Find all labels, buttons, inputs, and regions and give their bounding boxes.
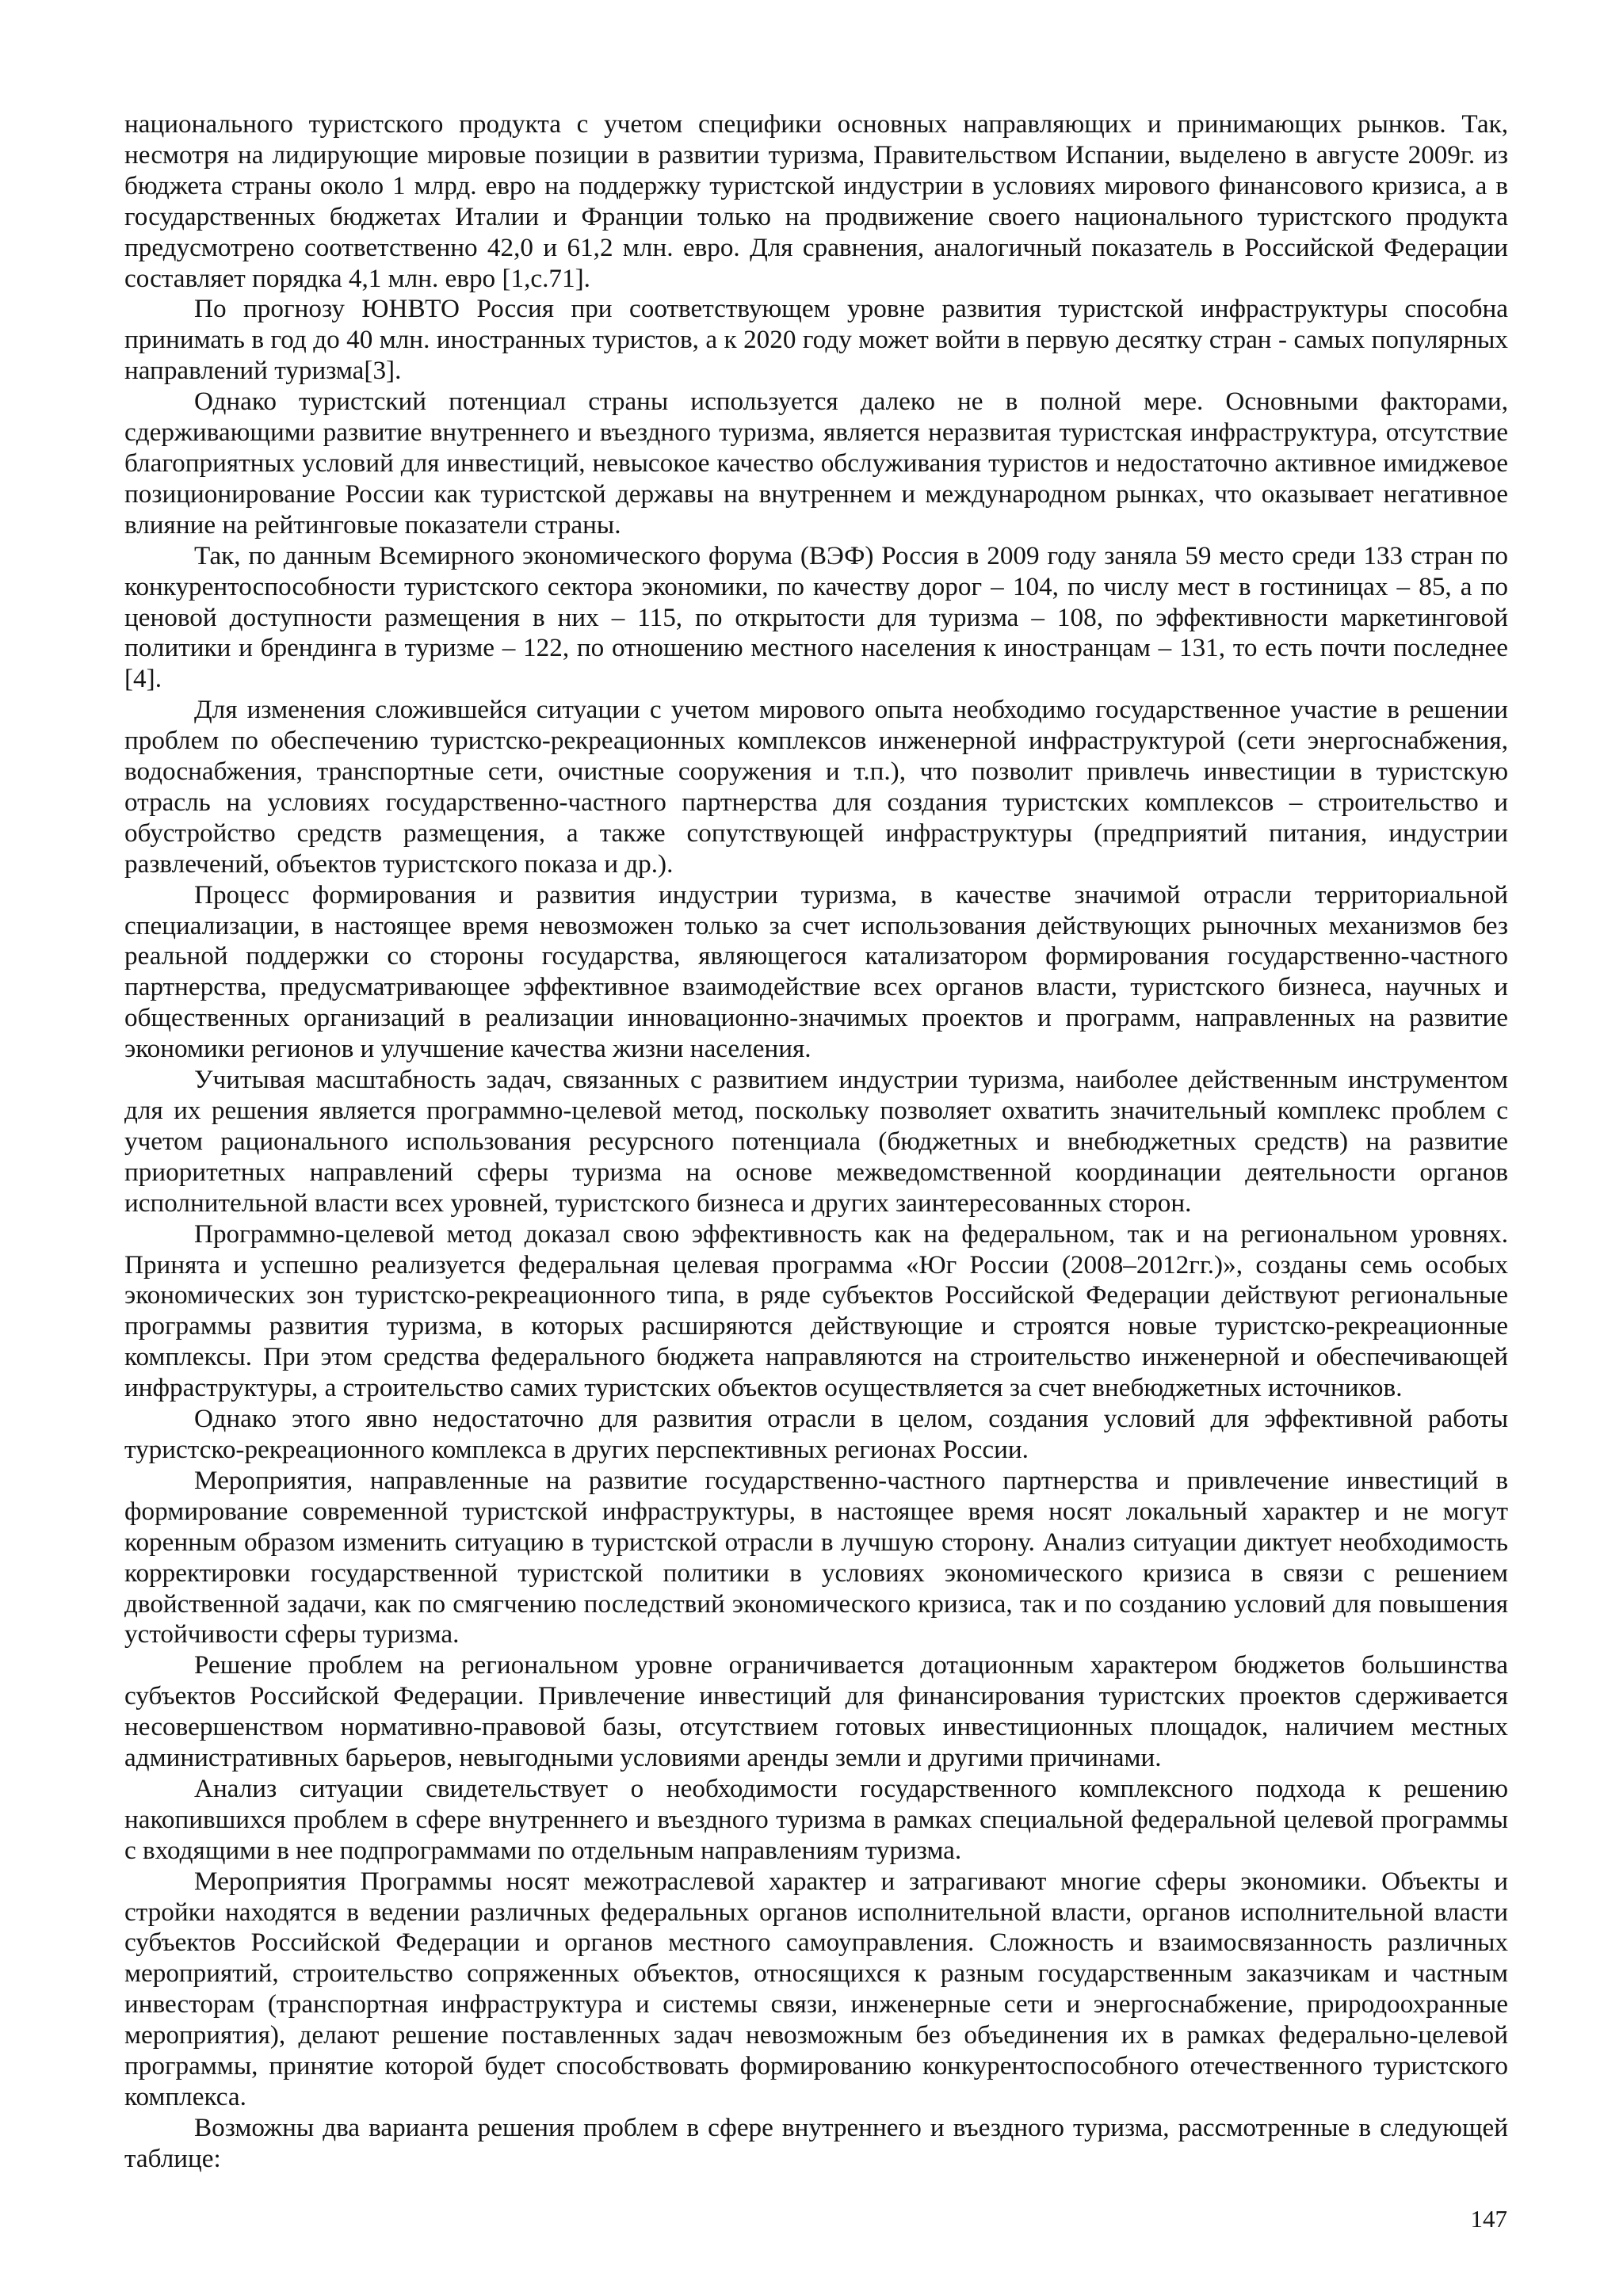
paragraph: Процесс формирования и развития индустрии туризма, в качестве значимой отрасли территориальной специализации, в настоящее время невозможен только за счет использования действующих рыночных механизмов без реальной поддержки со стороны государства, являющегося катализатором формирования государственно-частного партнерства, предусматривающее эффективное взаимодействие всех органов власти, туристского бизнеса, научных и общественных организаций в реализации инновационно-значимых проектов и программ, направленных на развитие экономики регионов и улучшение качества жизни населения. [124,879,1508,1064]
paragraph: Однако этого явно недостаточно для развития отрасли в целом, создания условий для эффективной работы туристско-рекреационного комплекса в других перспективных регионах России. [124,1404,1508,1464]
paragraph: Мероприятия, направленные на развитие государственно-частного партнерства и привлечение инвестиций в формирование современной туристской инфраструктуры, в настоящее время носят локальный характер и не могут коренным образом изменить ситуацию в туристской отрасли в лучшую сторону. Анализ ситуации диктует необходимость корректировки государственной туристской политики в условиях экономического кризиса в связи с решением двойственной задачи, как по смягчению последствий экономического кризиса, так и по созданию условий для повышения устойчивости сферы туризма. [124,1465,1508,1650]
paragraph: Решение проблем на региональном уровне ограничивается дотационным характером бюджетов большинства субъектов Российской Федерации. Привлечение инвестиций для финансирования туристских проектов сдерживается несовершенством нормативно-правовой базы, отсутствием готовых инвестиционных площадок, наличием местных административных барьеров, невыгодными условиями аренды земли и другими причинами. [124,1650,1508,1773]
paragraph: Так, по данным Всемирного экономического форума (ВЭФ) Россия в 2009 году заняла 59 место среди 133 стран по конкурентоспособности туристского сектора экономики, по качеству дорог – 104, по числу мест в гостиницах – 85, а по ценовой доступности размещения в них – 115, по открытости для туризма – 108, по эффективности маркетинговой политики и брендинга в туризме – 122, по отношению местного населения к иностранцам – 131, то есть почти последнее [4]. [124,540,1508,694]
page-number: 147 [1470,2205,1507,2233]
paragraph: Программно-целевой метод доказал свою эффективность как на федеральном, так и на региональном уровнях. Принята и успешно реализуется федеральная целевая программа «Юг России (2008–2012гг.)», созданы семь особых экономических зон туристско-рекреационного типа, в ряде субъектов Российской Федерации действуют региональные программы развития туризма, в которых расширяются действующие и строятся новые туристско-рекреационные комплексы. При этом средства федерального бюджета направляются на строительство инженерной и обеспечивающей инфраструктуры, а строительство самих туристских объектов осуществляется за счет внебюджетных источников. [124,1219,1508,1403]
paragraph: Возможны два варианта решения проблем в сфере внутреннего и въездного туризма, рассмотренные в следующей таблице: [124,2112,1508,2173]
paragraph: Учитывая масштабность задач, связанных с развитием индустрии туризма, наиболее действенным инструментом для их решения является программно-целевой метод, поскольку позволяет охватить значительный комплекс проблем с учетом рационального использования ресурсного потенциала (бюджетных и внебюджетных средств) на развитие приоритетных направлений сферы туризма на основе межведомственной координации деятельности органов исполнительной власти всех уровней, туристского бизнеса и других заинтересованных сторон. [124,1065,1508,1218]
paragraph: национального туристского продукта с учетом специфики основных направляющих и принимающих рынков. Так, несмотря на лидирующие мировые позиции в развитии туризма, Правительством Испании, выделено в августе 2009г. из бюджета страны около 1 млрд. евро на поддержку туристской индустрии в условиях мирового финансового кризиса, а в государственных бюджетах Италии и Франции только на продвижение своего национального туристского продукта предусмотрено соответственно 42,0 и 61,2 млн. евро. Для сравнения, аналогичный показатель в Российской Федерации составляет порядка 4,1 млн. евро [1,с.71]. [124,109,1508,293]
paragraph: По прогнозу ЮНВТО Россия при соответствующем уровне развития туристской инфраструктуры способна принимать в год до 40 млн. иностранных туристов, а к 2020 году может войти в первую десятку стран - самых популярных направлений туризма[3]. [124,294,1508,386]
paragraph: Для изменения сложившейся ситуации с учетом мирового опыта необходимо государственное участие в решении проблем по обеспечению туристско-рекреационных комплексов инженерной инфраструктурой (сети энергоснабжения, водоснабжения, транспортные сети, очистные сооружения и т.п.), что позволит привлечь инвестиции в туристскую отрасль на условиях государственно-частного партнерства для создания туристских комплексов – строительство и обустройство средств размещения, а также сопутствующей инфраструктуры (предприятий питания, индустрии развлечений, объектов туристского показа и др.). [124,695,1508,879]
paragraph: Анализ ситуации свидетельствует о необходимости государственного комплексного подхода к решению накопившихся проблем в сфере внутреннего и въездного туризма в рамках специальной федеральной целевой программы с входящими в нее подпрограммами по отдельным направлениям туризма. [124,1773,1508,1865]
paragraph: Мероприятия Программы носят межотраслевой характер и затрагивают многие сферы экономики. Объекты и стройки находятся в ведении различных федеральных органов исполнительной власти, органов исполнительной власти субъектов Российской Федерации и органов местного самоуправления. Сложность и взаимосвязанность различных мероприятий, строительство сопряженных объектов, относящихся к разным государственным заказчикам и частным инвесторам (транспортная инфраструктура и системы связи, инженерные сети и энергоснабжение, природоохранные мероприятия), делают решение поставленных задач невозможным без объединения их в рамках федерально-целевой программы, принятие которой будет способствовать формированию конкурентоспособного отечественного туристского комплекса. [124,1866,1508,2111]
document-page [124,109,1508,2175]
paragraph: Однако туристский потенциал страны используется далеко не в полной мере. Основными факторами, сдерживающими развитие внутреннего и въездного туризма, является неразвитая туристская инфраструктура, отсутствие благоприятных условий для инвестиций, невысокое качество обслуживания туристов и недостаточно активное имиджевое позиционирование России как туристской державы на внутреннем и международном рынках, что оказывает негативное влияние на рейтинговые показатели страны. [124,387,1508,540]
